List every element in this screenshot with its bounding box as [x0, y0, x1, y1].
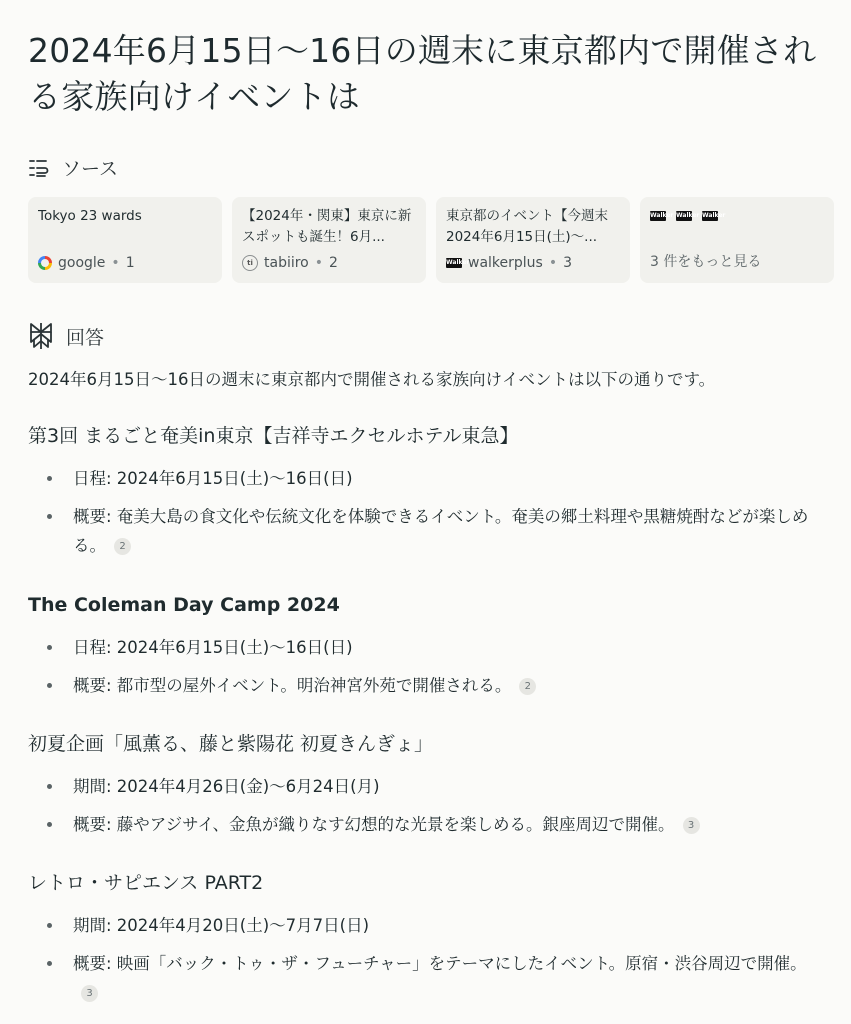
- tabiiro-favicon-icon: ti: [242, 255, 258, 271]
- source-card-3[interactable]: [436, 197, 630, 283]
- google-favicon-icon: [38, 256, 52, 270]
- source-card-meta: [38, 255, 135, 271]
- event-block: [28, 591, 828, 709]
- list-item: [28, 772, 828, 801]
- list-item-text: 期間: 2024年4月26日(金)〜6月24日(月): [73, 777, 380, 796]
- sources-label: ソース: [62, 158, 119, 180]
- source-card-title: 【2024年・関東】東京に新スポットも誕生！6月...: [242, 208, 412, 245]
- event-details-list: [28, 772, 828, 839]
- page-title: 2024年6月15日〜16日の週末に東京都内で開催される家族向けイベントは: [28, 31, 817, 116]
- list-item: [28, 633, 828, 662]
- more-sources-favicons: [650, 211, 824, 221]
- source-card-meta: [242, 255, 338, 271]
- source-index: 3: [563, 255, 573, 271]
- citation-badge[interactable]: 3: [81, 985, 98, 1002]
- event-block: [28, 869, 828, 1016]
- perplexity-logo-icon: [28, 322, 54, 350]
- source-card-2[interactable]: [232, 197, 426, 283]
- answer-heading: [28, 322, 104, 350]
- list-item-text: 期間: 2024年4月20日(土)〜7月7日(日): [73, 916, 370, 935]
- source-card-1[interactable]: [28, 197, 222, 283]
- sources-stack-icon: [28, 157, 50, 179]
- list-item-text: 日程: 2024年6月15日(土)〜16日(日): [73, 638, 353, 657]
- walkerplus-favicon-icon: Walker: [702, 212, 726, 219]
- list-item: [28, 949, 828, 1007]
- list-item-text: 概要: 映画「バック・トゥ・ザ・フューチャー」をテーマにしたイベント。原宿・渋谷周辺で開催。: [73, 954, 807, 973]
- event-title: The Coleman Day Camp 2024: [28, 594, 340, 616]
- event-details-list: [28, 633, 828, 700]
- separator-dot: •: [111, 255, 120, 271]
- separator-dot: •: [314, 255, 324, 271]
- answer-label: 回答: [66, 326, 105, 349]
- answer-intro: 2024年6月15日〜16日の週末に東京都内で開催される家族向けイベントは以下の通りです。: [28, 370, 716, 389]
- event-title: レトロ・サピエンス PART2: [28, 872, 264, 894]
- list-item: [28, 671, 828, 700]
- list-item: [28, 911, 828, 940]
- list-item: [28, 810, 828, 839]
- event-block: [28, 730, 828, 848]
- citation-badge[interactable]: 2: [114, 538, 131, 555]
- list-item-text: 概要: 都市型の屋外イベント。明治神宮外苑で開催される。: [73, 676, 512, 695]
- event-block: [28, 422, 828, 569]
- separator-dot: •: [548, 255, 558, 271]
- citation-badge[interactable]: 3: [683, 817, 700, 834]
- sources-heading: [28, 154, 118, 181]
- source-card-meta: [446, 255, 572, 271]
- source-card-title: Tokyo 23 wards: [38, 208, 142, 224]
- event-details-list: [28, 911, 828, 1007]
- event-title: 初夏企画「風薫る、藤と紫陽花 初夏きんぎょ」: [28, 733, 434, 755]
- source-site: tabiiro: [264, 255, 309, 271]
- source-index: 2: [329, 255, 338, 271]
- list-item: [28, 502, 828, 560]
- walkerplus-favicon-icon: Walker: [650, 212, 674, 219]
- citation-badge[interactable]: 2: [519, 678, 536, 695]
- list-item-text: 概要: 奄美大島の食文化や伝統文化を体験できるイベント。奄美の郷土料理や黒糖焼酎などが楽しめる。: [73, 507, 809, 555]
- more-sources-label: 3 件をもっと見る: [650, 254, 762, 270]
- source-card-title: 東京都のイベント【今週末 2024年6月15日(土)〜...: [446, 208, 608, 245]
- source-site: walkerplus: [468, 255, 543, 271]
- more-sources-card[interactable]: [640, 197, 834, 283]
- walkerplus-favicon-icon: Walker: [676, 212, 700, 219]
- list-item-text: 日程: 2024年6月15日(土)〜16日(日): [73, 469, 353, 488]
- walkerplus-favicon-icon: Walker: [446, 259, 470, 266]
- source-site: google: [58, 255, 106, 271]
- event-details-list: [28, 464, 828, 560]
- event-title: 第3回 まるごと奄美in東京【吉祥寺エクセルホテル東急】: [28, 425, 519, 447]
- source-index: 1: [125, 255, 135, 271]
- list-item-text: 概要: 藤やアジサイ、金魚が織りなす幻想的な光景を楽しめる。銀座周辺で開催。: [73, 815, 675, 834]
- source-cards: [28, 197, 834, 283]
- list-item: [28, 464, 828, 493]
